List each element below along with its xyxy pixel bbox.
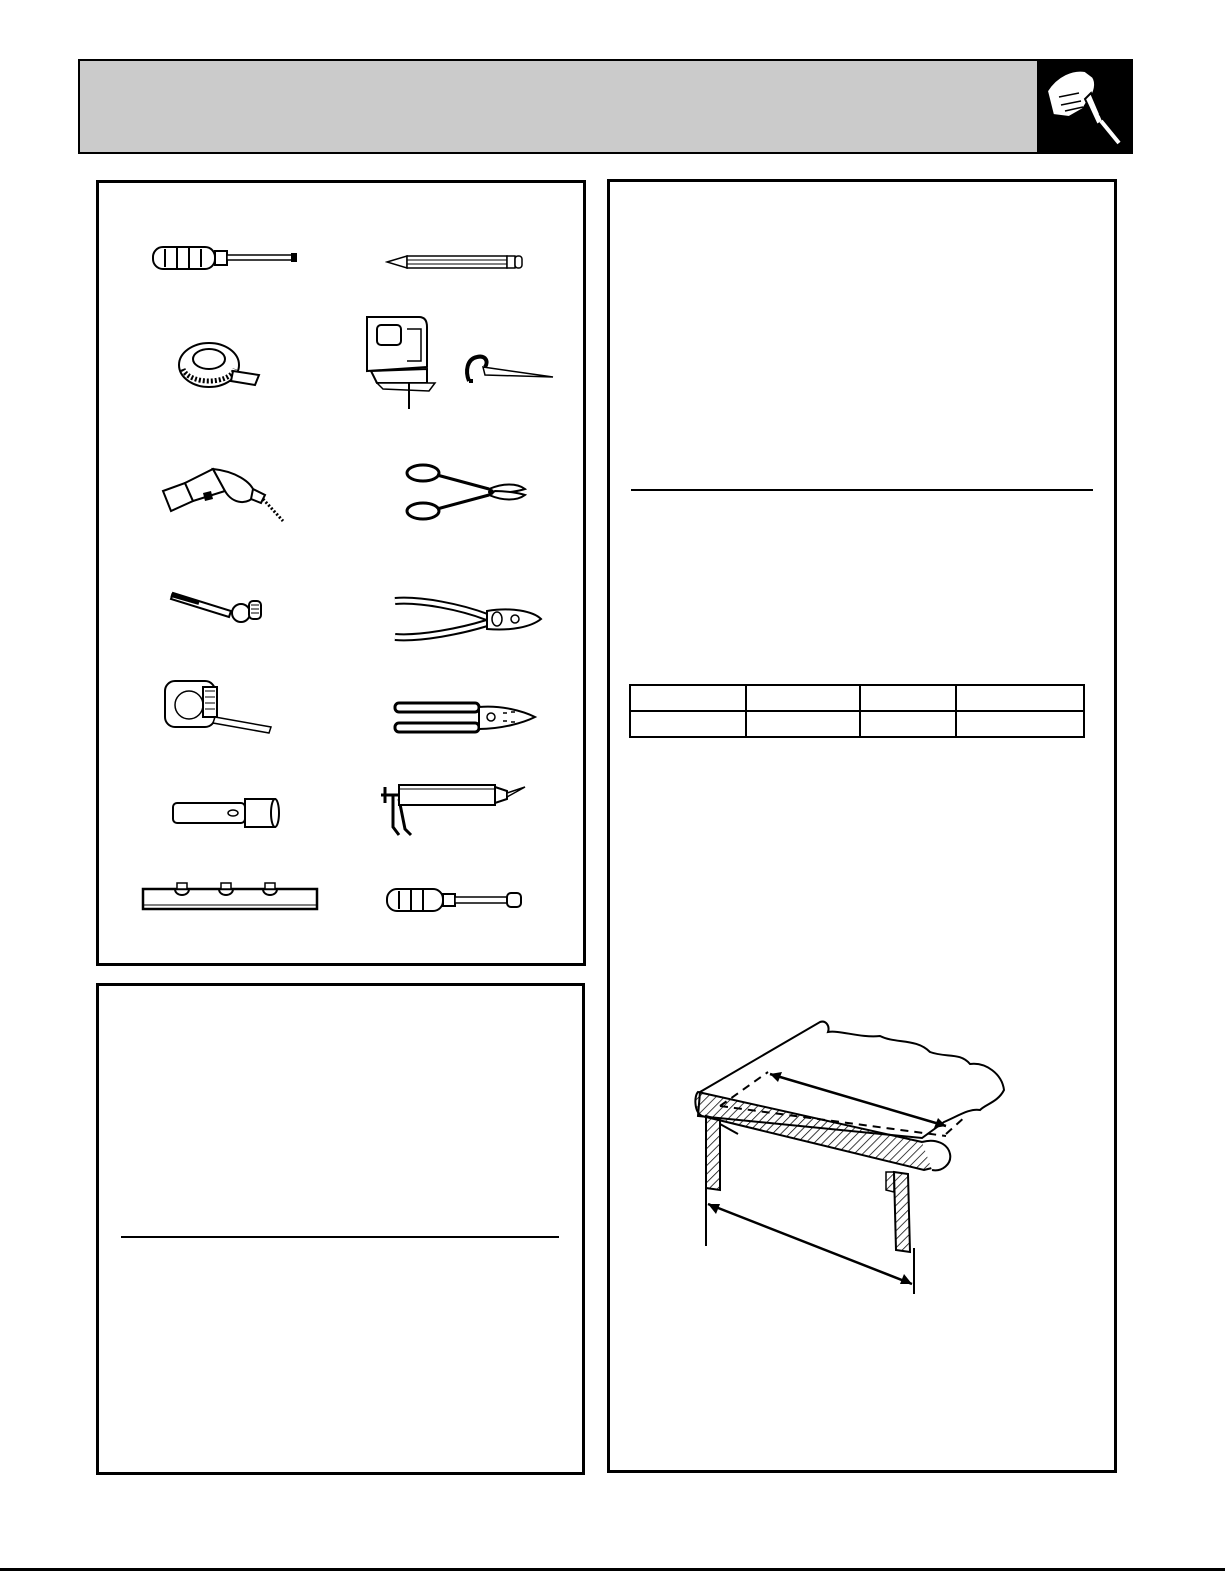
- table-cell: [860, 685, 956, 711]
- caulking-gun-icon: [379, 777, 529, 839]
- page-bottom-rule: [0, 1568, 1225, 1571]
- wire-stripper-icon: [391, 699, 541, 737]
- left-lower-panel: [96, 983, 585, 1475]
- table-cell: [630, 685, 746, 711]
- tools-panel: [96, 180, 586, 966]
- table-row: [630, 711, 1084, 737]
- table-cell: [860, 711, 956, 737]
- table-cell: [746, 711, 860, 737]
- slip-joint-pliers-icon: [391, 593, 547, 645]
- tape-roll-icon: [175, 335, 265, 395]
- tape-measure-icon: [161, 677, 281, 737]
- pencil-icon: [385, 253, 525, 271]
- electric-drill-icon: [159, 461, 289, 527]
- flat-screwdriver-icon: [151, 241, 301, 275]
- nut-driver-icon: [385, 885, 527, 915]
- spec-table: [629, 684, 1085, 738]
- countertop-cross-section-icon: [690, 1012, 1030, 1312]
- table-cell: [630, 711, 746, 737]
- right-panel: [607, 179, 1117, 1473]
- section-divider: [631, 489, 1093, 491]
- table-cell: [746, 685, 860, 711]
- flashlight-icon: [171, 795, 283, 831]
- level-icon: [139, 881, 321, 915]
- section-divider: [121, 1236, 559, 1238]
- socket-wrench-icon: [169, 583, 269, 627]
- keyhole-saw-icon: [463, 351, 555, 391]
- saber-saw-icon: [357, 313, 467, 413]
- table-cell: [956, 711, 1084, 737]
- page-header: [78, 59, 1133, 154]
- table-row: [630, 685, 1084, 711]
- hand-screwdriver-icon: [1037, 61, 1131, 152]
- tin-snips-icon: [403, 461, 529, 523]
- table-cell: [956, 685, 1084, 711]
